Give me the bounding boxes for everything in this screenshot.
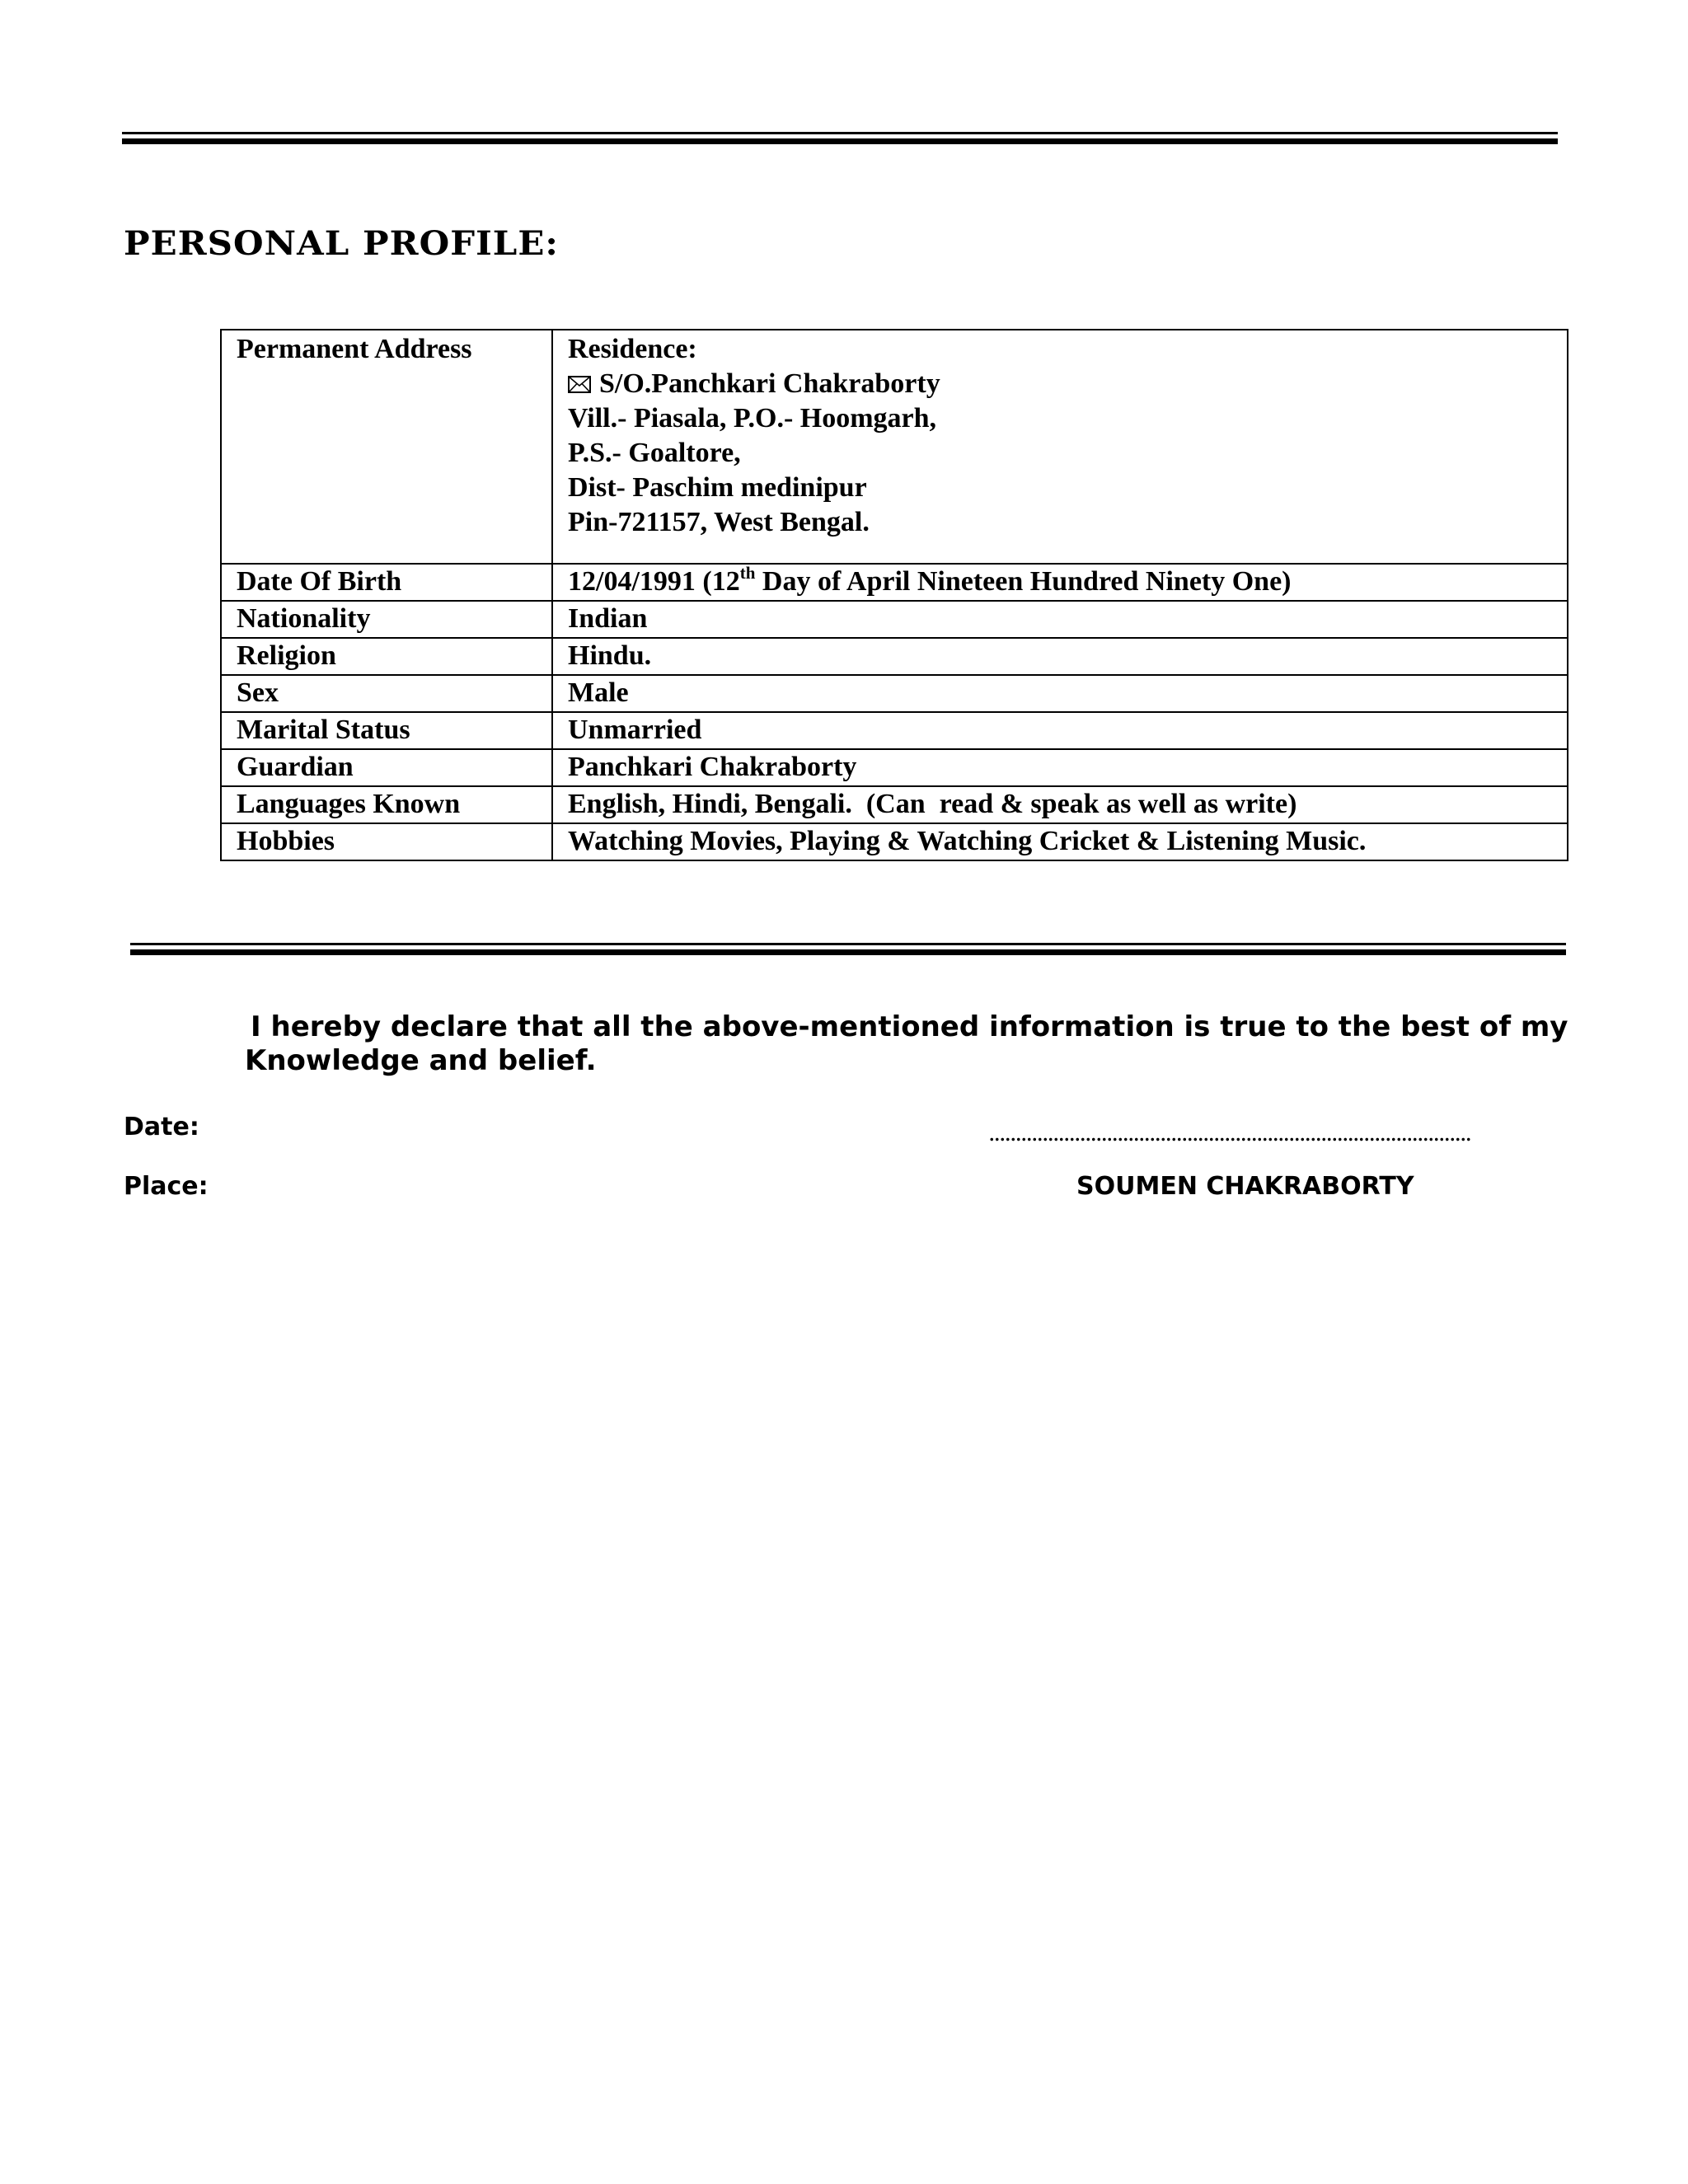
nationality-label: Nationality bbox=[221, 601, 552, 638]
address-line: Pin-721157, West Bengal. bbox=[568, 507, 870, 537]
sex-value: Male bbox=[552, 675, 1568, 712]
declaration-line-2: Knowledge and belief. bbox=[245, 1044, 597, 1077]
hobbies-label: Hobbies bbox=[221, 823, 552, 860]
guardian-label: Guardian bbox=[221, 749, 552, 786]
signatory-name: SOUMEN CHAKRABORTY bbox=[1076, 1172, 1414, 1201]
place-label: Place: bbox=[124, 1172, 209, 1201]
table-row-religion bbox=[221, 638, 1568, 675]
religion-label: Religion bbox=[221, 638, 552, 675]
marital-status-label: Marital Status bbox=[221, 712, 552, 749]
table-row-marital-status bbox=[221, 712, 1568, 749]
dob-value-start: 12/04/1991 (12 bbox=[568, 566, 740, 597]
guardian-value: Panchkari Chakraborty bbox=[552, 749, 1568, 786]
dob-value-end: Day of April Nineteen Hundred Ninety One) bbox=[755, 566, 1292, 597]
address-value bbox=[552, 330, 1568, 564]
hobbies-value: Watching Movies, Playing & Watching Cricket & Listening Music. bbox=[552, 823, 1568, 860]
nationality-value: Indian bbox=[552, 601, 1568, 638]
address-line bbox=[568, 367, 1552, 401]
declaration-line-1: I hereby declare that all the above-mentioned information is true to the best of my bbox=[251, 1010, 1568, 1043]
table-row-hobbies bbox=[221, 823, 1568, 860]
declaration-text bbox=[245, 1010, 1568, 1078]
sex-label: Sex bbox=[221, 675, 552, 712]
dob-label: Date Of Birth bbox=[221, 564, 552, 601]
middle-divider bbox=[130, 943, 1566, 956]
dob-value bbox=[552, 564, 1568, 601]
envelope-icon bbox=[568, 376, 591, 393]
section-heading: PERSONAL PROFILE: bbox=[124, 224, 559, 263]
religion-value: Hindu. bbox=[552, 638, 1568, 675]
table-row-date-of-birth bbox=[221, 564, 1568, 601]
address-label: Permanent Address bbox=[221, 330, 552, 564]
languages-label: Languages Known bbox=[221, 786, 552, 823]
address-line: Dist- Paschim medinipur bbox=[568, 472, 867, 503]
table-row-sex bbox=[221, 675, 1568, 712]
residence-heading: Residence: bbox=[568, 334, 697, 364]
address-line: P.S.- Goaltore, bbox=[568, 438, 741, 468]
table-row-nationality bbox=[221, 601, 1568, 638]
signature-line bbox=[989, 1137, 1471, 1141]
languages-value: English, Hindi, Bengali. (Can read & speak as well as write) bbox=[552, 786, 1568, 823]
address-line-text: S/O.Panchkari Chakraborty bbox=[599, 368, 940, 399]
personal-profile-table bbox=[220, 329, 1568, 861]
table-row-permanent-address bbox=[221, 330, 1568, 564]
marital-status-value: Unmarried bbox=[552, 712, 1568, 749]
address-line: Vill.- Piasala, P.O.- Hoomgarh, bbox=[568, 403, 937, 434]
table-row-languages-known bbox=[221, 786, 1568, 823]
date-label: Date: bbox=[124, 1113, 199, 1141]
dob-ordinal: th bbox=[739, 563, 756, 583]
table-row-guardian bbox=[221, 749, 1568, 786]
top-divider bbox=[122, 132, 1558, 145]
